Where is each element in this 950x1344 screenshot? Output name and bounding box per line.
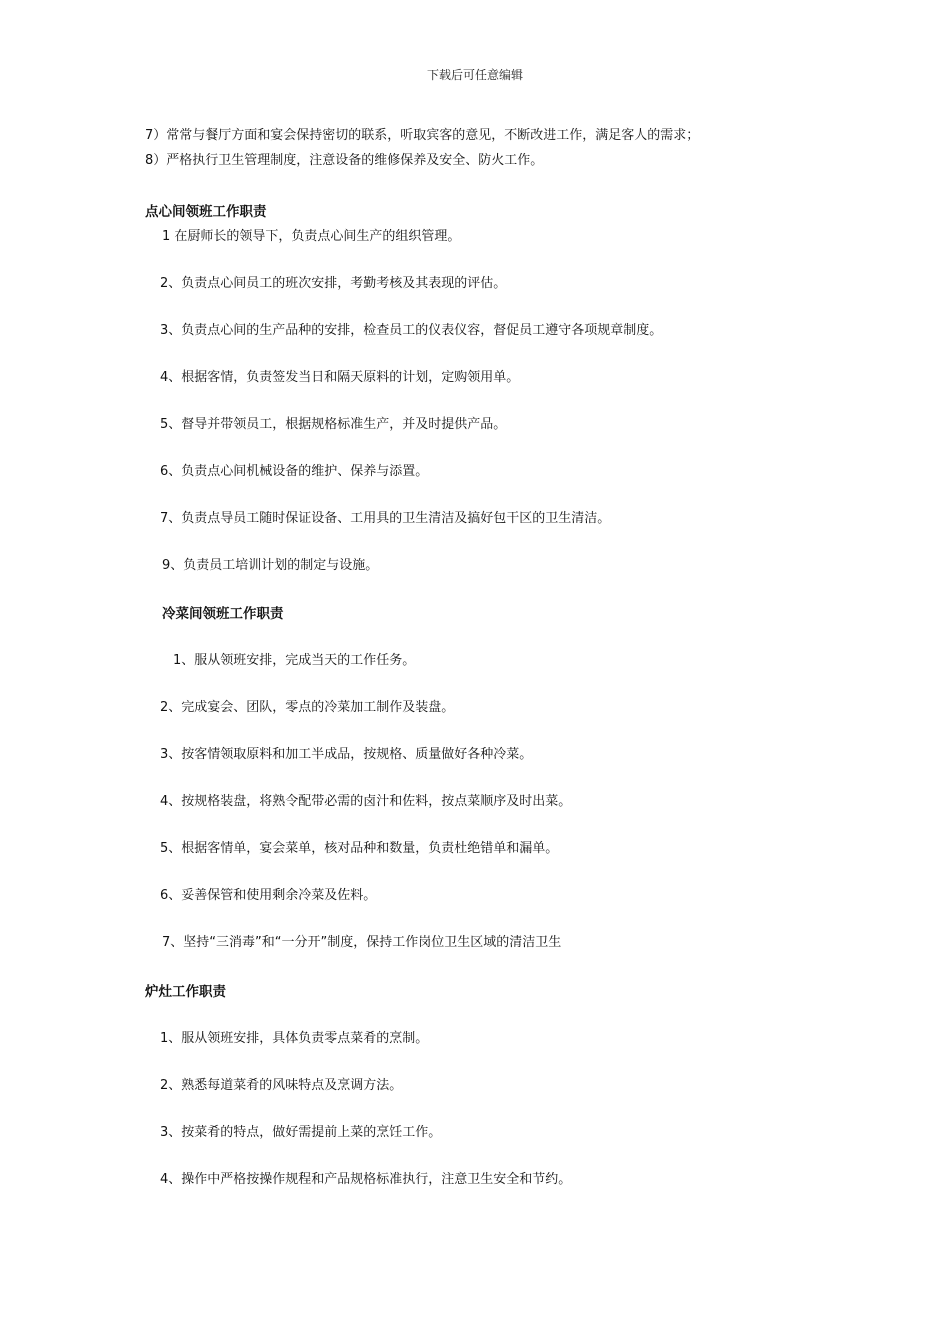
list-item: 2、负责点心间员工的班次安排，考勤考核及其表现的评估。: [160, 276, 507, 291]
list-item: 7、负责点导员工随时保证设备、工用具的卫生清洁及搞好包干区的卫生清洁。: [160, 511, 611, 526]
list-item: 3、负责点心间的生产品种的安排，检查员工的仪表仪容，督促员工遵守各项规章制度。: [160, 323, 663, 338]
list-item: 7、坚持“三消毒”和“一分开”制度，保持工作岗位卫生区域的清洁卫生: [162, 935, 562, 950]
list-item: 9、负责员工培训计划的制定与设施。: [162, 558, 379, 573]
list-item: 1、服从领班安排，具体负责零点菜肴的烹制。: [160, 1031, 429, 1046]
list-item: 6、负责点心间机械设备的维护、保养与添置。: [160, 464, 429, 479]
list-item: 4、根据客情，负责签发当日和隔天原料的计划，定购领用单。: [160, 370, 520, 385]
section-heading-dessert: 点心间领班工作职责: [145, 204, 267, 220]
list-item: 5、督导并带领员工，根据规格标准生产，并及时提供产品。: [160, 417, 507, 432]
list-item: 2、熟悉每道菜肴的风味特点及烹调方法。: [160, 1078, 403, 1093]
list-item: 4、操作中严格按操作规程和产品规格标准执行，注意卫生安全和节约。: [160, 1172, 572, 1187]
list-item: 6、妥善保管和使用剩余冷菜及佐料。: [160, 888, 377, 903]
list-item: 4、按规格装盘，将熟令配带必需的卤汁和佐料，按点菜顺序及时出菜。: [160, 794, 572, 809]
section-heading-cold-dish: 冷菜间领班工作职责: [162, 606, 284, 622]
list-item: 3、按菜肴的特点，做好需提前上菜的烹饪工作。: [160, 1125, 442, 1140]
intro-item: 7）常常与餐厅方面和宴会保持密切的联系，听取宾客的意见，不断改进工作，满足客人的需求；: [145, 128, 700, 143]
intro-item: 8）严格执行卫生管理制度，注意设备的维修保养及安全、防火工作。: [145, 153, 544, 168]
list-item: 3、按客情领取原料和加工半成品，按规格、质量做好各种冷菜。: [160, 747, 533, 762]
list-item: 2、完成宴会、团队，零点的冷菜加工制作及装盘。: [160, 700, 455, 715]
list-item: 5、根据客情单，宴会菜单，核对品种和数量，负责杜绝错单和漏单。: [160, 841, 559, 856]
section-heading-stove: 炉灶工作职责: [145, 984, 226, 1000]
list-item: 1 在厨师长的领导下，负责点心间生产的组织管理。: [162, 229, 461, 244]
list-item: 1、服从领班安排，完成当天的工作任务。: [173, 653, 416, 668]
page-header: 下载后可任意编辑: [426, 68, 523, 82]
